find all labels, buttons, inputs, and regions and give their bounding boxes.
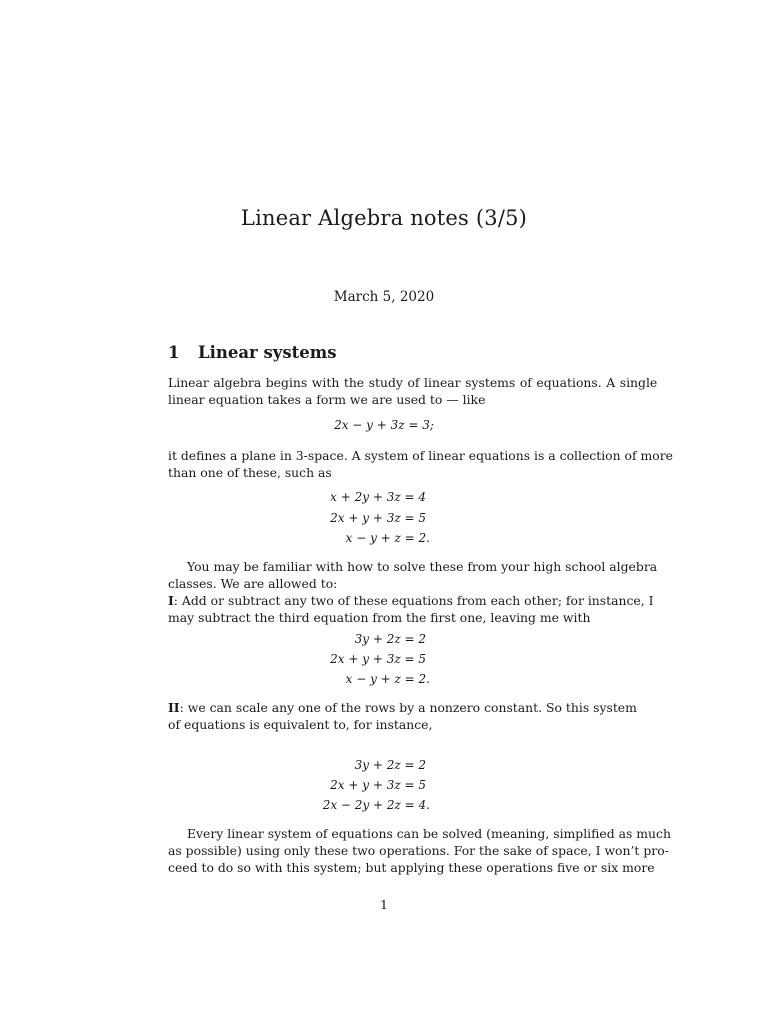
- rule2-text-1: : we can scale any one of the rows by a nonzero constant. So this system: [179, 700, 637, 715]
- intro-line-1: Linear algebra begins with the study of linear systems of equations. A single: [168, 375, 658, 390]
- after-single-line-2: than one of these, such as: [168, 465, 332, 480]
- rule2-line-2: of equations is equivalent to, for instance,: [168, 717, 433, 732]
- document-title: Linear Algebra notes (3/5): [240, 206, 528, 230]
- system2-eq-2: 2x + y + 3z = 5: [330, 652, 426, 666]
- section-title: Linear systems: [198, 343, 337, 362]
- system1-eq-1: x + 2y + 3z = 4: [330, 490, 426, 504]
- closing-line-3: ceed to do so with this system; but applying these operations five or six more: [168, 860, 655, 875]
- section-heading: [168, 343, 337, 362]
- familiar-line-2: classes. We are allowed to:: [168, 576, 338, 591]
- rule2-label: II: [168, 700, 180, 715]
- page-number: 1: [380, 897, 388, 912]
- after-single-line-1: it defines a plane in 3-space. A system of linear equations is a collection of more: [168, 448, 673, 463]
- rule1-label: I: [168, 593, 174, 608]
- intro-paragraph: [168, 374, 658, 408]
- document-date: March 5, 2020: [333, 289, 435, 305]
- after-single-paragraph: [168, 447, 673, 481]
- system3-eq-1: 3y + 2z = 2: [354, 758, 426, 772]
- rule1-text-1: : Add or subtract any two of these equations from each other; for instance, I: [173, 593, 654, 608]
- system3-eq-3: 2x − 2y + 2z = 4.: [322, 798, 430, 812]
- closing-line-1: Every linear system of equations can be solved (meaning, simplified as much: [187, 826, 671, 841]
- system1-eq-2: 2x + y + 3z = 5: [330, 511, 426, 525]
- system3-eq-2: 2x + y + 3z = 5: [330, 778, 426, 792]
- intro-line-2: linear equation takes a form we are used to — like: [168, 392, 486, 407]
- rule2-paragraph: [168, 699, 637, 733]
- rule1-line-1: [168, 592, 654, 609]
- rule2-line-1: [168, 699, 637, 716]
- closing-paragraph: [168, 825, 671, 876]
- closing-line-2: as possible) using only these two operations. For the sake of space, I won’t pro-: [168, 843, 669, 858]
- section-number: 1: [168, 343, 180, 362]
- equation-single: 2x − y + 3z = 3;: [334, 418, 434, 432]
- familiar-paragraph: [168, 558, 658, 626]
- system2-eq-1: 3y + 2z = 2: [354, 632, 426, 646]
- rule1-line-2: may subtract the third equation from the first one, leaving me with: [168, 610, 591, 625]
- system2-eq-3: x − y + z = 2.: [345, 672, 430, 686]
- system1-eq-3: x − y + z = 2.: [345, 531, 430, 545]
- familiar-line-1: You may be familiar with how to solve these from your high school algebra: [187, 559, 658, 574]
